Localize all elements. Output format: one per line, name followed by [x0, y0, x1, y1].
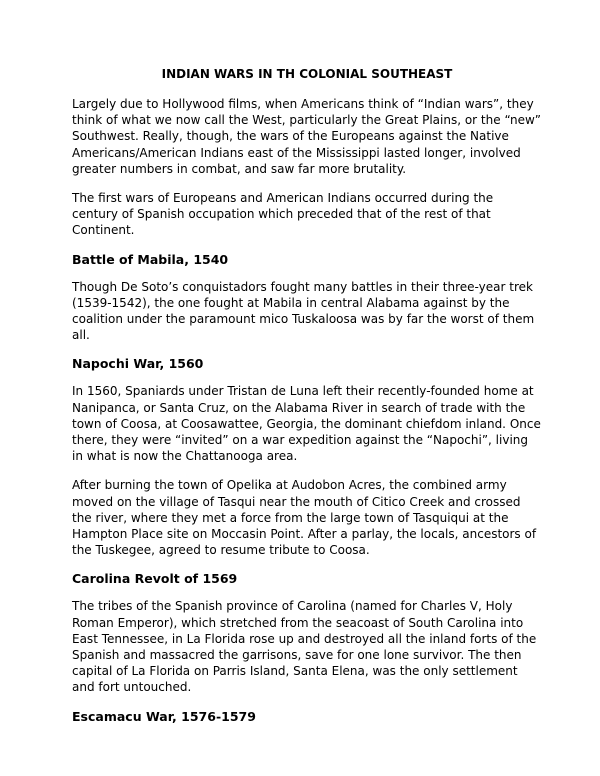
section-carolina-revolt — [72, 571, 542, 695]
intro-paragraph: Largely due to Hollywood films, when Americans think of “Indian wars”, they think of what we now call the West, particularly the Great Plains, or the “new” Southwest. Really, though, the wars of the Europeans against the Native Americans/American Indians east of the Mississippi lasted longer, involved greater numbers in combat, and saw far more brutality. — [72, 97, 542, 176]
document-title: INDIAN WARS IN TH COLONIAL SOUTHEAST — [161, 67, 453, 81]
document-body — [72, 66, 542, 736]
section-paragraph: After burning the town of Opelika at Audobon Acres, the combined army moved on the village of Tasqui near the mouth of Citico Creek and crossed the river, where they met a force from the large town of Tasquiqui at the Hampton Place site on Moccasin Point. After a parlay, the locals, ancestors of the Tuskegee, agreed to resume tribute to Coosa. — [72, 478, 537, 558]
section-paragraph: Though De Soto’s conquistadors fought many battles in their three-year trek (1539-1542), the one fought at Mabila in central Alabama against by the coalition under the paramount mico Tuskaloosa was by far the worst of them all. — [72, 279, 535, 343]
section-paragraph: In 1560, Spaniards under Tristan de Luna left their recently-founded home at Nanipanca, or Santa Cruz, on the Alabama River in search of trade with the town of Coosa, at Coosawattee, Georgia, the dominant chiefdom inland. Once there, they were “invited” on a war expedition against the “Napochi”, living in what is now the Chattanooga area. — [72, 384, 541, 464]
section-heading: Carolina Revolt of 1569 — [72, 571, 238, 587]
section-heading: Battle of Mabila, 1540 — [72, 251, 229, 267]
section-heading: Napochi War, 1560 — [72, 356, 204, 372]
section-napochi-war — [72, 356, 542, 558]
intro-paragraph: The first wars of Europeans and American Indians occurred during the century of Spanish occupation which preceded that of the rest of that Continent. — [72, 191, 494, 238]
section-heading: Escamacu War, 1576-1579 — [72, 708, 256, 724]
section-battle-of-mabila — [72, 252, 542, 344]
section-paragraph: The tribes of the Spanish province of Carolina (named for Charles V, Holy Roman Emperor), which stretched from the seacoast of South Carolina into East Tennessee, in La Florida rose up and destroyed all the inland forts of the Spanish and massacred the garrisons, save for one lone survivor. The then capital of La Florida on Parris Island, Santa Elena, was the only settlement and fort untouched. — [72, 599, 537, 695]
section-escamacu-war — [72, 709, 542, 725]
